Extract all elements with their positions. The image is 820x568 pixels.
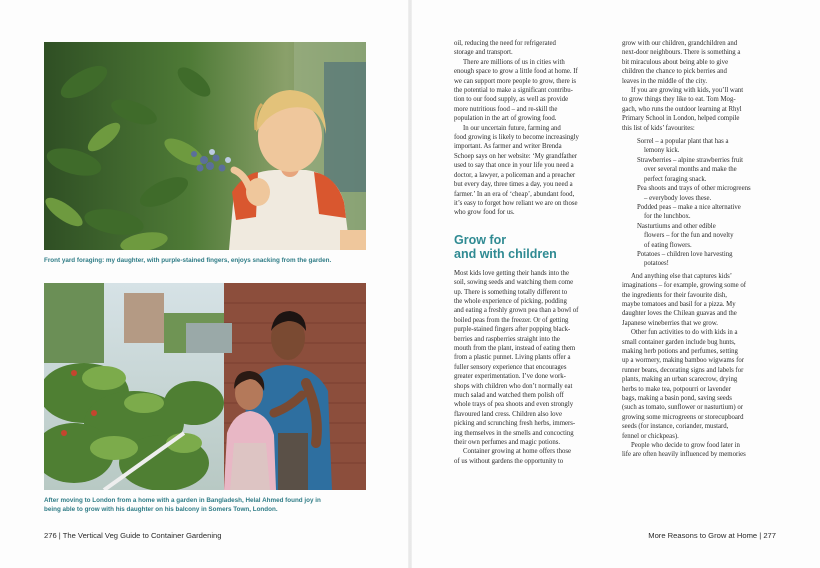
text-line: storage and transport. bbox=[454, 49, 513, 57]
text-line: greater experimentation. I’ve done work- bbox=[454, 373, 566, 381]
list-item-line: – everybody loves these. bbox=[644, 194, 712, 202]
list-item-line: Potatoes – children love harvesting bbox=[637, 250, 733, 258]
text-line: purple-stained fingers after popping black- bbox=[454, 326, 571, 334]
text-line: bit miraculous about being able to give bbox=[622, 58, 729, 66]
text-line: growing some microgreens or storecupboard bbox=[622, 413, 744, 421]
text-line: Most kids love getting their hands into the bbox=[454, 269, 569, 277]
page-footer-right: More Reasons to Grow at Home | 277 bbox=[648, 531, 776, 540]
list-item bbox=[637, 222, 782, 250]
list-item bbox=[637, 137, 782, 156]
text-line: plants, making an urban scarecrow, drying bbox=[622, 376, 738, 384]
text-line: population in the art of growing food. bbox=[454, 115, 557, 123]
text-line: People who decide to grow food later in bbox=[631, 442, 740, 450]
text-line: to grow things they like to eat. Tom Mog- bbox=[622, 96, 736, 104]
text-line: used to say that once in your life you need a bbox=[454, 162, 574, 170]
text-line: bags, making a basin pond, saving seeds bbox=[622, 395, 732, 403]
text-line: next-door neighbours. There is something a bbox=[622, 49, 741, 57]
photo-caption: Front yard foraging: my daughter, with purple-stained fingers, enjoys snacking from the garden. bbox=[44, 257, 332, 264]
caption-line: being able to grow with his daughter on his balcony in Somers Town, London. bbox=[44, 506, 278, 513]
text-line: Primary School in London, helped compile bbox=[622, 115, 740, 123]
text-line: the potential to make a significant contribu- bbox=[454, 87, 573, 95]
column-body-lines bbox=[622, 272, 782, 460]
list-item-line: Strawberries – alpine strawberries fruit bbox=[637, 156, 744, 164]
text-line: from a plastic punnet. Living plants offer a bbox=[454, 354, 571, 362]
heading-line: Grow for bbox=[454, 232, 507, 247]
list-item bbox=[637, 250, 782, 269]
text-line: their own perfumes and magic potions. bbox=[454, 439, 561, 447]
text-line: And anything else that captures kids’ bbox=[631, 272, 732, 280]
text-line: If you are growing with kids, you’ll want bbox=[631, 87, 744, 95]
list-item-line: potatoes! bbox=[644, 260, 669, 268]
text-line: fennel or chickpeas). bbox=[622, 432, 679, 440]
text-line: important. As farmer and writer Brenda bbox=[454, 143, 562, 151]
photo-child-blueberries bbox=[44, 42, 366, 250]
text-line: fuller sensory experience that encourages bbox=[454, 363, 567, 371]
text-line: of us without gardens the opportunity to bbox=[454, 457, 564, 465]
text-line: much salad and watched them polish off bbox=[454, 392, 564, 399]
text-line: Schoep says on her website: ‘My grandfather bbox=[454, 152, 578, 160]
book-gutter bbox=[408, 0, 412, 568]
list-item bbox=[637, 203, 782, 222]
text-line: leaves in the middle of the city. bbox=[622, 77, 708, 85]
kids-favourites-list bbox=[622, 137, 782, 269]
list-item-line: perfect foraging snack. bbox=[644, 175, 707, 183]
text-line: doctor, a lawyer, a policeman and a preacher bbox=[454, 171, 576, 179]
list-item-line: Pea shoots and trays of other microgreens bbox=[637, 185, 751, 193]
caption-line: After moving to London from a home with a garden in Bangladesh, Helal Ahmed found joy in bbox=[44, 497, 321, 504]
text-line: food growing is likely to become increasingly bbox=[454, 134, 579, 142]
text-line: this list of kids’ favourites: bbox=[622, 124, 695, 132]
text-line: In our uncertain future, farming and bbox=[463, 124, 561, 132]
text-line: making herb potions and perfumes, setting bbox=[622, 348, 738, 355]
text-line: life are often heavily influenced by memories bbox=[622, 451, 746, 459]
text-line: gach, who runs the outdoor learning at Rhyl bbox=[622, 105, 742, 113]
photo-caption bbox=[44, 496, 374, 514]
text-line: maybe tomatoes and basil for a pizza. My bbox=[622, 300, 736, 308]
text-line: imaginations – for example, growing some of bbox=[622, 282, 747, 290]
photo-balcony-garden bbox=[44, 283, 366, 490]
text-line: enough space to grow a little food at home. If bbox=[454, 68, 578, 76]
text-line: flavoured land cress. Children also love bbox=[454, 410, 562, 418]
text-line: we can support more people to grow, there is bbox=[454, 77, 577, 85]
text-line: it’s easy to forget how reliant we are on those bbox=[454, 199, 578, 207]
text-line: shops with children who don’t normally eat bbox=[454, 382, 573, 390]
text-line: the ingredients for their favourite dish, bbox=[622, 291, 727, 299]
page-footer-left: 276 | The Vertical Veg Guide to Container Gardening bbox=[44, 531, 222, 540]
section-heading bbox=[454, 233, 610, 261]
text-line: grow with our children, grandchildren and bbox=[622, 40, 738, 47]
list-item-line: lemony kick. bbox=[644, 147, 680, 155]
text-line: the whole experience of picking, podding bbox=[454, 297, 567, 305]
text-line: Japanese wineberries that we grow. bbox=[622, 319, 718, 327]
text-line: runner beans, decorating signs and labels for bbox=[622, 366, 744, 374]
text-line: farmer.’ In an era of ‘cheap’, abundant food, bbox=[454, 190, 575, 198]
text-line: Other fun activities to do with kids in a bbox=[631, 329, 738, 337]
text-line: who grow food for us. bbox=[454, 209, 515, 217]
text-line: ing themselves in the smells and concocting bbox=[454, 429, 574, 437]
text-line: berries and raspberries straight into the bbox=[454, 335, 560, 343]
list-item-line: for the lunchbox. bbox=[644, 213, 691, 221]
list-item-line: of eating flowers. bbox=[644, 241, 692, 249]
text-line: soil, sowing seeds and watching them come bbox=[454, 279, 574, 287]
list-item bbox=[637, 156, 782, 184]
text-column-1 bbox=[454, 39, 610, 466]
column-body-lines bbox=[622, 39, 782, 133]
text-line: boiled peas from the freezer. Or of getting bbox=[454, 316, 569, 324]
list-item-line: Nasturtiums and other edible bbox=[637, 222, 716, 230]
text-line: whole trays of pea shoots and even strongly bbox=[454, 401, 574, 409]
list-item-line: flowers – for the fun and novelty bbox=[644, 232, 734, 240]
text-line: (such as tomato, sunflower or nasturtium) or bbox=[622, 404, 743, 412]
list-item-line: Sorrel – a popular plant that has a bbox=[637, 138, 729, 146]
text-line: Container growing at home offers those bbox=[463, 448, 572, 456]
text-line: tion to our food supply, as well as provide bbox=[454, 96, 569, 104]
text-line: oil, reducing the need for refrigerated bbox=[454, 40, 556, 47]
list-item-line: Podded peas – make a nice alternative bbox=[637, 203, 741, 211]
text-line: up. There is something totally different to bbox=[454, 288, 568, 296]
heading-line: and with children bbox=[454, 246, 557, 261]
text-line: up a wormery, making bamboo wigwams for bbox=[622, 357, 745, 365]
list-item bbox=[637, 184, 782, 203]
list-item-line: over several months and make the bbox=[644, 166, 737, 174]
text-line: daughter loves the Chilean guavas and the bbox=[622, 310, 737, 318]
text-line: but every day, three times a day, you need a bbox=[454, 181, 573, 189]
text-line: herbs to make tea, potpourri or lavender bbox=[622, 385, 731, 393]
text-line: children the chance to pick berries and bbox=[622, 68, 727, 76]
text-line: picking and scrunching fresh herbs, immers- bbox=[454, 420, 576, 428]
text-line: seeds (for instance, coriander, mustard, bbox=[622, 423, 729, 431]
text-column-2 bbox=[622, 39, 782, 460]
column-body-lines bbox=[454, 269, 610, 467]
column-body-lines bbox=[454, 39, 610, 218]
text-line: and eating a freshly grown pea than a bowl of bbox=[454, 307, 579, 315]
text-line: more nutritious food – and re-skill the bbox=[454, 105, 558, 113]
text-line: There are millions of us in cities with bbox=[463, 58, 565, 66]
text-line: mouth from the plant, instead of eating them bbox=[454, 344, 576, 352]
text-line: small container garden include bug hunts, bbox=[622, 338, 736, 346]
